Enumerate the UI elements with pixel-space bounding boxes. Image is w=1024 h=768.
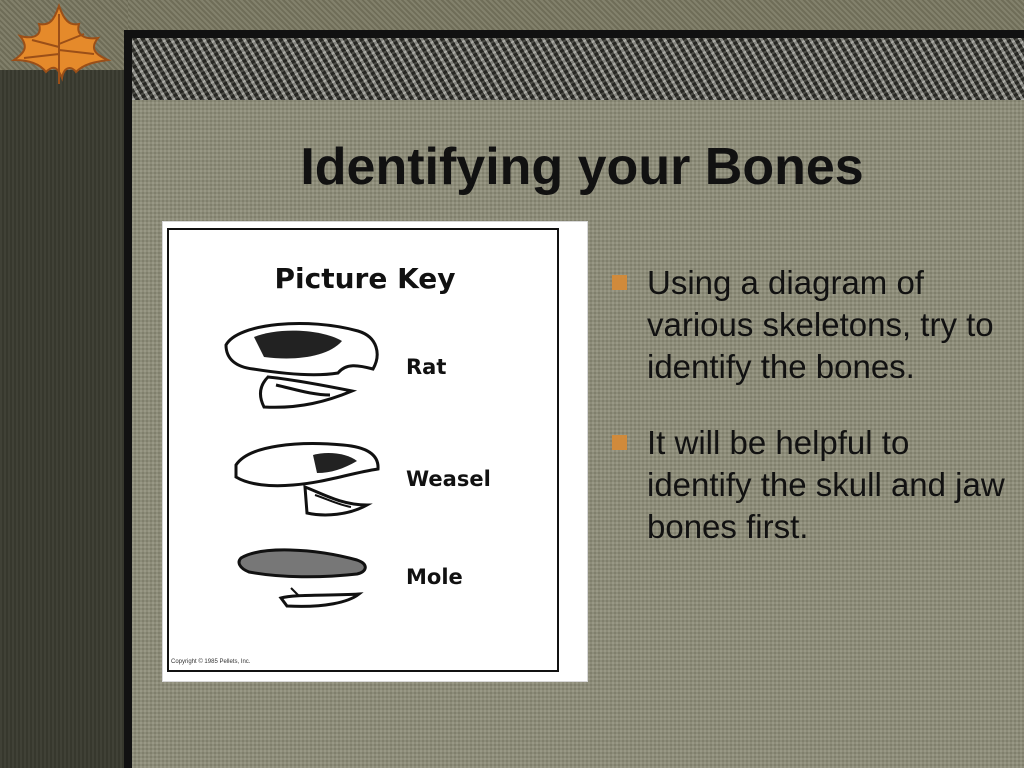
left-decoration-strip	[0, 0, 128, 768]
leaf-icon	[6, 2, 112, 92]
rat-skull-drawing	[218, 317, 388, 417]
bullet-item	[612, 422, 1017, 548]
top-texture-band	[128, 0, 1024, 30]
slide-title: Identifying your Bones	[300, 137, 864, 196]
frame-border-top	[124, 30, 1024, 38]
picture-key-title: Picture Key	[274, 262, 456, 295]
bullet-list	[612, 262, 1017, 582]
weasel-label: Weasel	[406, 467, 491, 491]
bullet-marker	[612, 275, 627, 290]
copyright-text: Copyright © 1985 Pellets, Inc.	[171, 659, 251, 665]
mole-label: Mole	[406, 565, 463, 589]
decorative-pattern-band	[132, 38, 1024, 100]
rat-label: Rat	[406, 355, 447, 379]
bullet-item	[612, 262, 1017, 388]
bullet-marker	[612, 435, 627, 450]
frame-border-left	[124, 30, 132, 768]
bullet-text: It will be helpful to identify the skull and jaw bones first.	[647, 424, 1005, 545]
mole-skull-drawing	[237, 540, 377, 618]
picture-key-image	[162, 221, 588, 682]
bullet-text: Using a diagram of various skeletons, try to identify the bones.	[647, 264, 994, 385]
weasel-skull-drawing	[231, 435, 391, 525]
